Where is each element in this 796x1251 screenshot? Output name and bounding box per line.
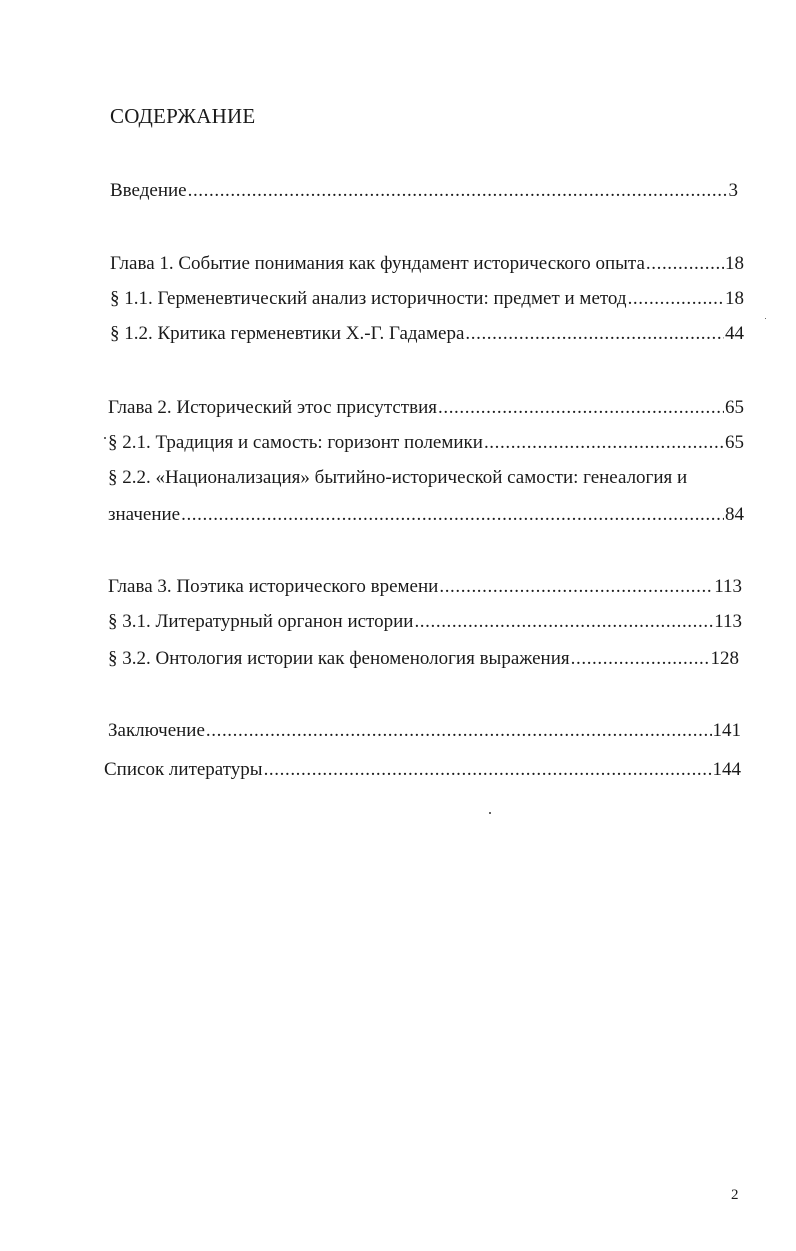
toc-entry-page: 3 <box>728 180 738 201</box>
toc-entry-page: 128 <box>710 648 739 669</box>
page-number: 2 <box>731 1187 739 1203</box>
toc-entry-section-3-2 <box>108 647 739 671</box>
toc-entry-page: 18 <box>725 253 744 274</box>
toc-entry-page: 141 <box>712 720 741 741</box>
toc-entry-chapter3 <box>108 575 742 599</box>
dot-leader <box>465 322 724 346</box>
dot-leader <box>414 610 713 634</box>
toc-entry-intro <box>110 179 738 203</box>
dot-leader <box>438 396 724 420</box>
toc-entry-page: 144 <box>712 759 741 780</box>
toc-entry-page: 18 <box>725 288 744 309</box>
dot-leader <box>206 719 712 743</box>
toc-entry-text: Заключение <box>108 720 205 741</box>
toc-entry-page: 65 <box>725 432 744 453</box>
toc-title: СОДЕРЖАНИЕ <box>110 104 256 128</box>
toc-entry-page: 113 <box>714 611 742 632</box>
dot-leader <box>264 758 712 782</box>
toc-entry-section-2-2: § 2.2. «Национализация» бытийно-исторической самости: генеалогия и <box>108 467 688 488</box>
toc-entry-conclusion <box>108 719 741 743</box>
toc-entry-page: 44 <box>725 323 744 344</box>
dot-leader <box>571 647 710 671</box>
toc-entry-section-2-1 <box>108 431 744 455</box>
toc-entry-text: значение <box>108 504 181 525</box>
toc-entry-chapter1 <box>110 252 744 276</box>
toc-entry-page: 113 <box>714 576 742 597</box>
toc-entry-chapter2 <box>108 396 744 420</box>
dot-leader <box>439 575 713 599</box>
scan-speck <box>765 318 766 319</box>
toc-entry-section-1-2 <box>110 322 744 346</box>
toc-entry-text: § 3.2. Онтология истории как феноменология выражения <box>108 648 570 669</box>
toc-entry-text: § 1.2. Критика герменевтики Х.-Г. Гадамера <box>110 323 465 344</box>
toc-entry-text: § 3.1. Литературный органон истории <box>108 611 414 632</box>
toc-entry-text: Введение <box>110 180 187 201</box>
toc-entry-section-1-1 <box>110 287 744 311</box>
scan-speck <box>489 812 491 814</box>
toc-entry-text: Глава 1. Событие понимания как фундамент исторического опыта <box>110 253 645 274</box>
scan-speck <box>104 437 106 439</box>
toc-entry-text: Глава 2. Исторический этос присутствия <box>108 397 437 418</box>
dot-leader <box>181 503 724 527</box>
toc-entry-section-3-1 <box>108 610 742 634</box>
toc-entry-section-2-2-cont <box>108 503 744 527</box>
dot-leader <box>188 179 728 203</box>
dot-leader <box>628 287 724 311</box>
toc-entry-references <box>104 758 741 782</box>
toc-entry-page: 65 <box>725 397 744 418</box>
toc-entry-text: Глава 3. Поэтика исторического времени <box>108 576 439 597</box>
dot-leader <box>646 252 724 276</box>
toc-entry-text: § 1.1. Герменевтический анализ историчности: предмет и метод <box>110 288 627 309</box>
toc-entry-page: 84 <box>725 504 744 525</box>
toc-entry-text: Список литературы <box>104 759 263 780</box>
toc-entry-text: § 2.1. Традиция и самость: горизонт полемики <box>108 432 483 453</box>
dot-leader <box>484 431 724 455</box>
